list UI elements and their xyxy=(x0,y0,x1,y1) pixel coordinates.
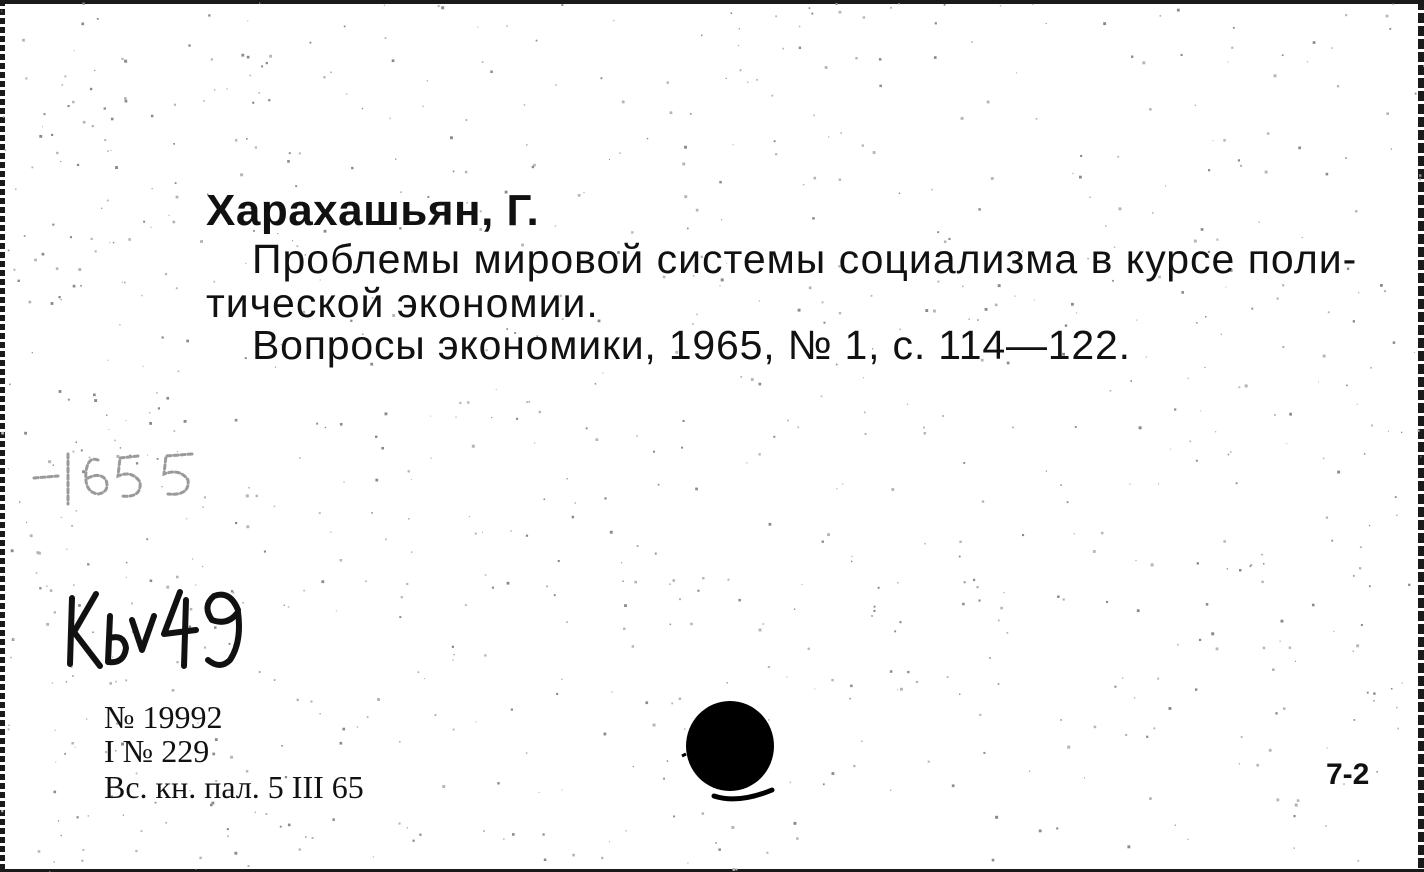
punch-hole-icon xyxy=(680,700,776,806)
corner-code: 7-2 xyxy=(1326,758,1370,791)
title-line-1: Проблемы мировой системы социализма в курсе поли- xyxy=(252,236,1358,282)
author-name: Харахашьян, Г. xyxy=(206,186,540,235)
pencil-mark-1655 xyxy=(28,448,203,508)
handwritten-shelf-mark xyxy=(62,586,252,670)
source-citation: Вопросы экономики, 1965, № 1, с. 114—122. xyxy=(252,322,1131,368)
title-line-2: тической экономии. xyxy=(206,280,599,326)
inventory-part-number: I № 229 xyxy=(104,733,210,769)
book-chamber-note: Вс. кн. пал. 5 III 65 xyxy=(104,769,364,805)
inventory-number: № 19992 xyxy=(104,699,223,735)
